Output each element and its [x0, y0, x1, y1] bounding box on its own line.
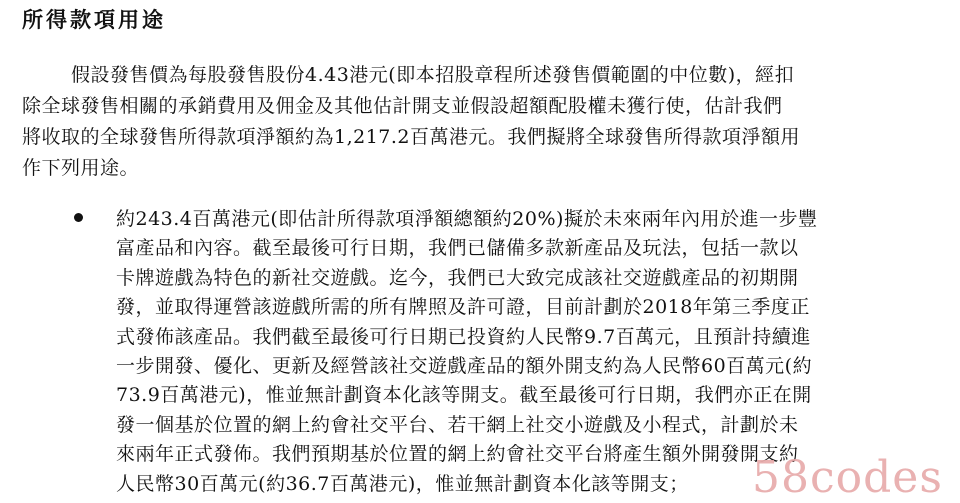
paragraph-line: 作下列用途。 — [22, 157, 140, 179]
intro-paragraph — [22, 60, 902, 184]
bullet-line: 一步開發、優化、更新及經營該社交遊戲產品的額外開支約為人民幣60百萬元(約 — [116, 355, 813, 378]
bullet-line: 富產品和內容。截至最後可行日期，我們已儲備多款新產品及玩法，包括一款以 — [116, 237, 799, 260]
bullet-line: 發一個基於位置的網上約會社交平台、若干網上社交小遊戲及小程式，計劃於未 — [116, 413, 799, 436]
bullet-line: 人民幣30百萬元(約36.7百萬港元)，惟並無計劃資本化該等開支； — [116, 472, 689, 495]
paragraph-line: 將收取的全球發售所得款項淨額約為1,217.2百萬港元。我們擬將全球發售所得款項淨額用 — [22, 126, 801, 148]
bullet-line: 來兩年正式發佈。我們預期基於位置的網上約會社交平台將產生額外開發開支約 — [116, 443, 799, 466]
section-heading: 所得款項用途 — [22, 7, 166, 32]
watermark-text: 58codes — [752, 452, 943, 503]
bullet-line: 卡牌遊戲為特色的新社交遊戲。迄今，我們已大致完成該社交遊戲產品的初期開 — [116, 266, 799, 289]
paragraph-line: 除全球發售相關的承銷費用及佣金及其他估計開支並假設超額配股權未獲行使，估計我們 — [22, 95, 783, 117]
bullet-line: 約243.4百萬港元(即估計所得款項淨額總額約20%)擬於未來兩年內用於進一步豐 — [116, 208, 818, 230]
paragraph-line: 假設發售價為每股發售股份4.43港元(即本招股章程所述發售價範圍的中位數)，經扣 — [71, 64, 795, 86]
bullet-line: 73.9百萬港元)，惟並無計劃資本化該等開支。截至最後可行日期，我們亦正在開 — [116, 384, 812, 407]
bullet-line: 式發佈該產品。我們截至最後可行日期已投資約人民幣9.7百萬元，且預計持續進 — [116, 325, 811, 348]
bullet-line: 發，並取得運營該遊戲所需的所有牌照及許可證，目前計劃於2018年第三季度正 — [116, 296, 810, 319]
bullet-dot-icon — [74, 213, 83, 222]
